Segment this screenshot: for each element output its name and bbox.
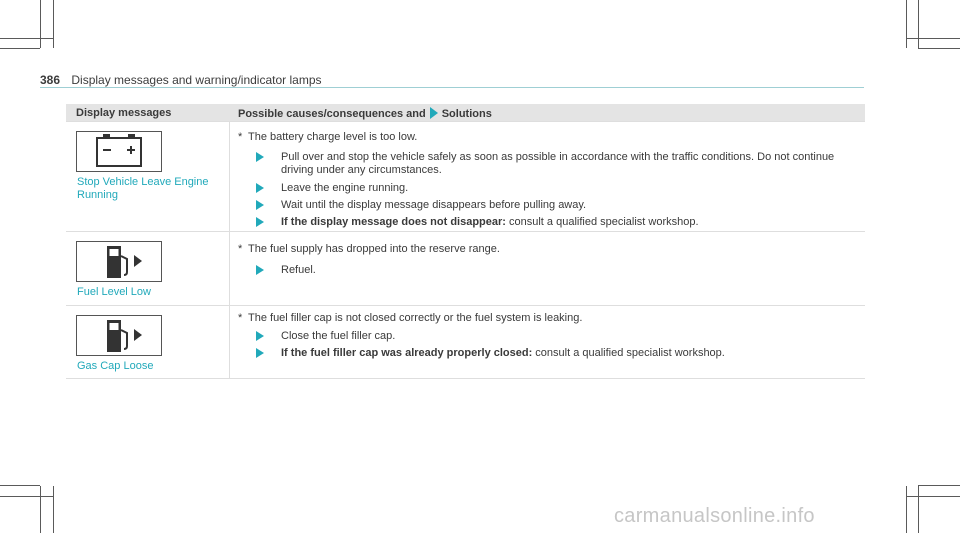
step-text: Wait until the display message disappears before pulling away.: [281, 199, 587, 211]
fuel-pump-icon: [76, 315, 162, 356]
crop-mark: [0, 38, 54, 39]
display-message-caption: Stop Vehicle Leave Engine Running: [77, 176, 209, 201]
crop-mark: [53, 0, 54, 48]
cause-text: * The fuel filler cap is not closed correctly or the fuel system is leaking.: [238, 312, 583, 324]
step-arrow-icon: [256, 152, 264, 162]
step-text: Close the fuel filler cap.: [281, 330, 396, 342]
step-text: Leave the engine running.: [281, 182, 409, 194]
solution-step: [256, 264, 856, 277]
crop-mark: [0, 485, 40, 486]
solution-step: [256, 182, 856, 195]
step-text: consult a qualified specialist workshop.: [532, 347, 725, 359]
solution-step: [256, 151, 856, 177]
crop-mark: [40, 486, 41, 533]
step-condition: If the display message does not disappear:: [281, 216, 506, 228]
display-message-caption: Gas Cap Loose: [77, 360, 154, 372]
fuel-pump-icon: [76, 241, 162, 282]
step-arrow-icon: [256, 348, 264, 358]
table-row: [66, 121, 865, 231]
crop-mark: [40, 0, 41, 48]
display-message-caption: Fuel Level Low: [77, 286, 151, 298]
crop-mark: [918, 0, 919, 48]
table-row: [66, 305, 865, 378]
crop-mark: [0, 496, 54, 497]
crop-mark: [906, 486, 907, 533]
cause-label: The fuel filler cap is not closed correctly or the fuel system is leaking.: [248, 312, 583, 324]
crop-mark: [906, 38, 960, 39]
cause-label: The battery charge level is too low.: [248, 131, 418, 143]
header-divider: [40, 87, 864, 88]
messages-table: [66, 104, 865, 379]
col-header-causes-prefix: Possible causes/consequences and: [238, 108, 426, 120]
display-message-cell: [66, 122, 230, 231]
step-arrow-icon: [256, 265, 264, 275]
cause-text: * The battery charge level is too low.: [238, 131, 418, 143]
cause-label: The fuel supply has dropped into the reserve range.: [248, 243, 500, 255]
step-arrow-icon: [256, 183, 264, 193]
display-message-cell: [66, 306, 230, 378]
crop-mark: [0, 48, 40, 49]
page-header: [40, 73, 322, 87]
solution-step: [256, 216, 856, 229]
page-number: 386: [40, 73, 61, 87]
step-text: Refuel.: [281, 264, 316, 276]
col-header-causes: [238, 107, 492, 120]
col-header-solutions: Solutions: [441, 108, 492, 120]
step-arrow-icon: [256, 200, 264, 210]
solution-step: [256, 199, 856, 212]
table-row: [66, 231, 865, 305]
crop-mark: [918, 485, 960, 486]
step-text: consult a qualified specialist workshop.: [505, 216, 699, 228]
table-header: [66, 104, 865, 121]
crop-mark: [906, 496, 960, 497]
play-arrow-icon: [430, 107, 438, 119]
cause-text: * The fuel supply has dropped into the reserve range.: [238, 243, 500, 255]
step-arrow-icon: [256, 217, 264, 227]
step-arrow-icon: [256, 331, 264, 341]
crop-mark: [918, 48, 960, 49]
solution-step: [256, 347, 856, 360]
solution-step: [256, 330, 856, 343]
crop-mark: [906, 0, 907, 48]
display-message-cell: [66, 232, 230, 305]
crop-mark: [53, 486, 54, 533]
step-text: Pull over and stop the vehicle safely as soon as possible in accordance with the traffic conditions. Do not continue driving under any circumstances.: [281, 151, 835, 176]
watermark: carmanualsonline.info: [614, 505, 815, 527]
section-title: Display messages and warning/indicator lamps: [71, 73, 322, 87]
step-condition: If the fuel filler cap was already properly closed:: [281, 347, 533, 359]
battery-icon: [76, 131, 162, 172]
col-header-display-messages: Display messages: [76, 107, 172, 119]
crop-mark: [918, 486, 919, 533]
